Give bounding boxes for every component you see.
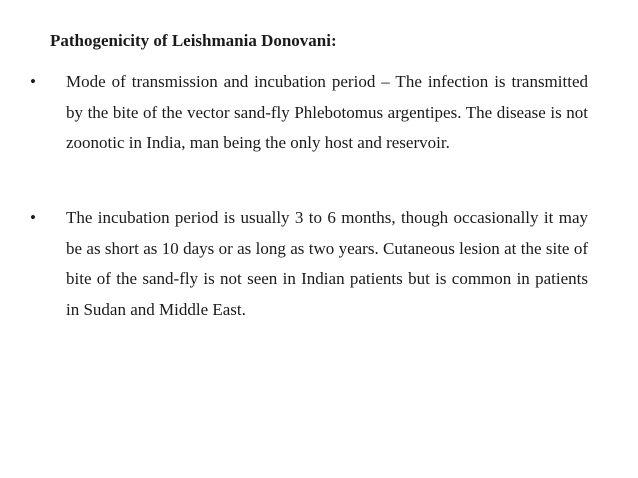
bullet-icon: • (30, 208, 36, 227)
bullet-item-incubation (30, 203, 588, 325)
slide-heading: Pathogenicity of Leishmania Donovani: (50, 31, 337, 50)
bullet-icon: • (30, 72, 36, 91)
bullet-text: The incubation period is usually 3 to 6 months, though occasionally it may be as short as 10 days or as long as two years. Cutaneous lesion at the site of bite of the sand-fly is not seen in Indian patients but is common in patients in Sudan and Middle East. (66, 208, 588, 319)
bullet-item-transmission (30, 67, 588, 159)
bullet-text: Mode of transmission and incubation period – The infection is transmitted by the bite of the vector sand-fly Phlebotomus argentipes. The disease is not zoonotic in India, man being the only host and reservoir. (66, 72, 588, 152)
